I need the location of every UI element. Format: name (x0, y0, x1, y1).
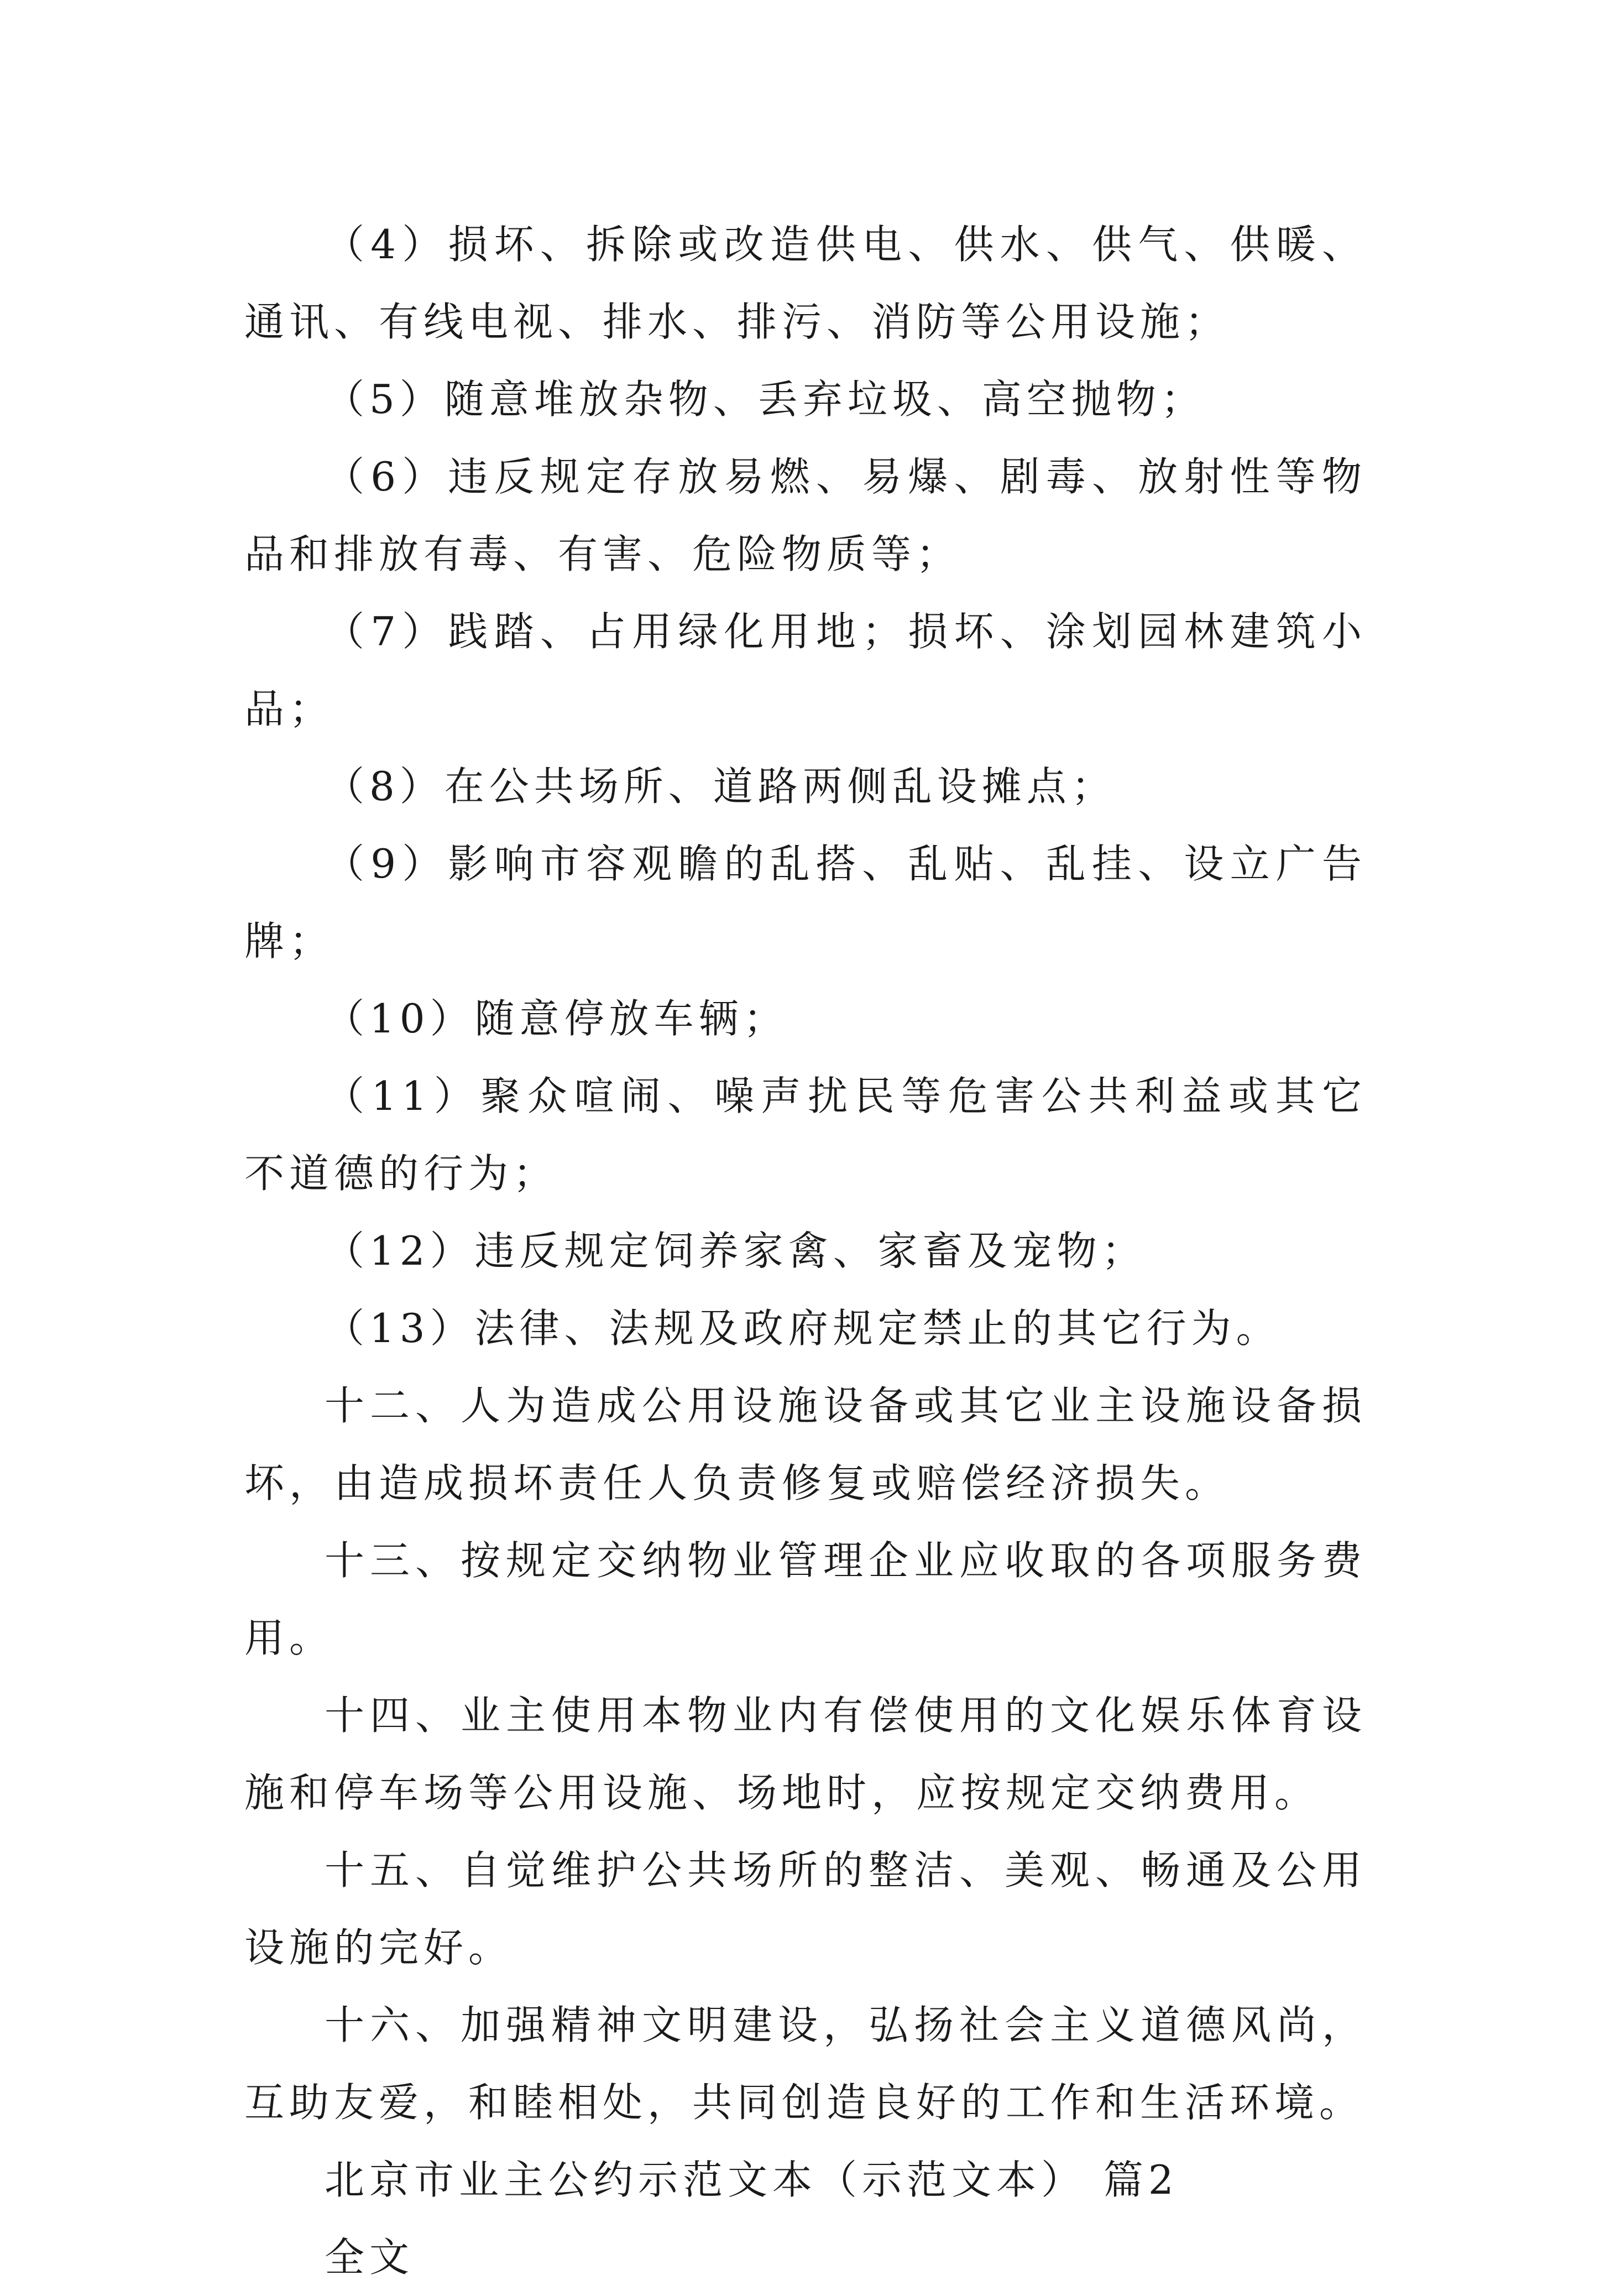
item-4: （4）损坏、拆除或改造供电、供水、供气、供暖、通讯、有线电视、排水、排污、消防等公用设施； (244, 221, 1367, 345)
section-heading: 北京市业主公约示范文本（示范文本） 篇2 (325, 2157, 1179, 2203)
item-5: （5）随意堆放杂物、丢弃垃圾、高空抛物； (325, 376, 1206, 422)
clause-14: 十四、业主使用本物业内有偿使用的文化娱乐体育设施和停车场等公用设施、场地时，应按规定交纳费用。 (244, 1692, 1367, 1816)
item-13: （13）法律、法规及政府规定禁止的其它行为。 (325, 1305, 1281, 1351)
item-12: （12）违反规定饲养家禽、家畜及宠物； (325, 1228, 1147, 1274)
document-body (244, 206, 1367, 2296)
item-7: （7）践踏、占用绿化用地；损坏、涂划园林建筑小品； (244, 608, 1367, 732)
item-11: （11）聚众喧闹、噪声扰民等危害公共利益或其它不道德的行为； (244, 1073, 1367, 1197)
clause-13: 十三、按规定交纳物业管理企业应收取的各项服务费用。 (244, 1537, 1367, 1661)
clause-16: 十六、加强精神文明建设，弘扬社会主义道德风尚，互助友爱，和睦相处，共同创造良好的工作和生活环境。 (244, 2002, 1367, 2126)
item-8: （8）在公共场所、道路两侧乱设摊点； (325, 763, 1116, 810)
clause-12: 十二、人为造成公用设施设备或其它业主设施设备损坏，由造成损坏责任人负责修复或赔偿经济损失。 (244, 1382, 1367, 1506)
item-6: （6）违反规定存放易燃、易爆、剧毒、放射性等物品和排放有毒、有害、危险物质等； (244, 453, 1367, 577)
full-text-label: 全文 (325, 2234, 415, 2281)
item-10: （10）随意停放车辆； (325, 995, 788, 1042)
item-9: （9）影响市容观瞻的乱搭、乱贴、乱挂、设立广告牌； (244, 841, 1367, 964)
clause-15: 十五、自觉维护公共场所的整洁、美观、畅通及公用设施的完好。 (244, 1847, 1367, 1971)
